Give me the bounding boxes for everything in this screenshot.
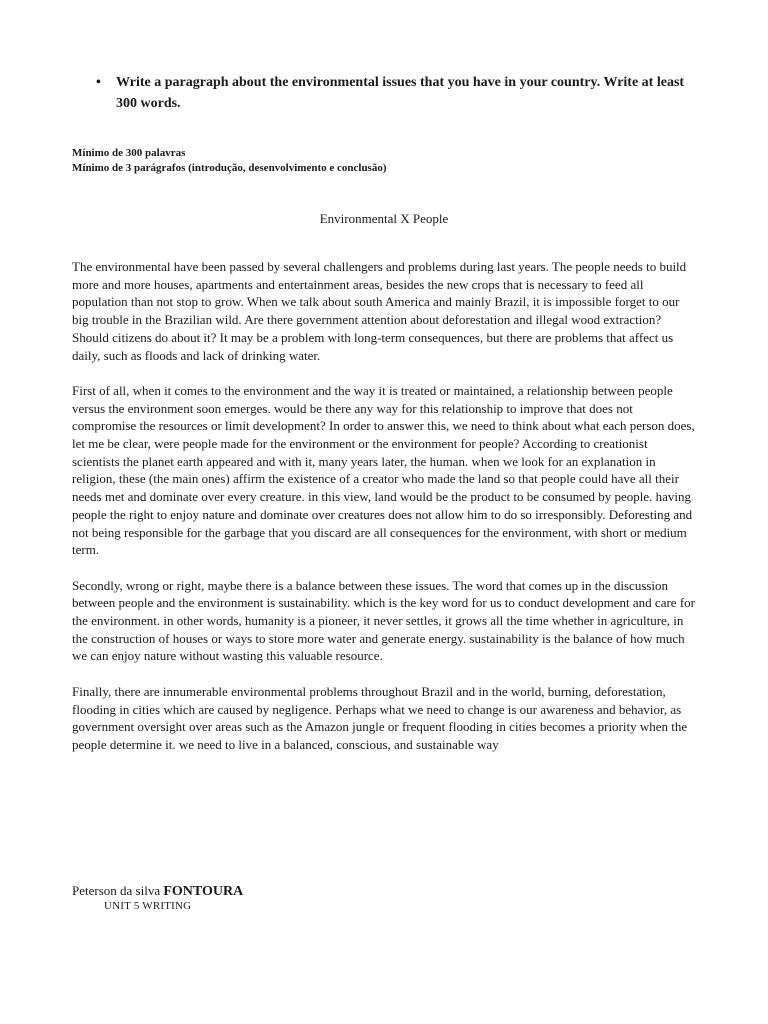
bullet-icon: • xyxy=(96,75,101,90)
essay-paragraph-conclusion: Finally, there are innumerable environmental problems throughout Brazil and in the world, burning, deforestation, flooding in cities which are caused by negligence. Perhaps what we need to change is our awareness and behavior, as government oversight over areas such as the Amazon jungle or frequent flooding in cities becomes a priority when the people determine it. we need to live in a balanced, conscious, and sustainable way xyxy=(72,683,688,752)
author-signature xyxy=(72,882,243,900)
essay-paragraph-intro: The environmental have been passed by several challengers and problems during last years. The people needs to build more and more houses, apartments and entertainment areas, besides the new crops that is necessary to feed all population than not stop to grow. When we talk about south America and mainly Brazil, it is impossible forget to our big trouble in the Brazilian wild. Are there government attention about deforestation and illegal wood extraction? Should citizens do about it? It may be a problem with long-term consequences, but there are problems that affect us daily, such as floods and lack of drinking water. xyxy=(72,259,687,363)
essay-paragraph-first: First of all, when it comes to the environment and the way it is treated or maintained, a relationship between people versus the environment soon emerges. would be there any way for this relationship to improve that does not compromise the resources or limit development? In order to answer this, we need to think about what each person does, let me be clear, were people made for the environment or the environment for people? According to creationist scientists the planet earth appeared and with it, many years later, the human. when we look for an explanation in religion, these (the main ones) affirm the existence of a creator who made the land so that people could have all their needs met and dominate over every creature. in this view, land would be the product to be consumed by people. having people the right to enjoy nature and dominate over creatures does not allow him to do so irresponsibly. Deforesting and not being responsible for the garbage that you discard are all consequences for the environment, with short or medium term. xyxy=(72,382,695,558)
essay-body xyxy=(72,258,698,771)
author-given-names: Peterson da silva xyxy=(72,883,161,898)
task-instruction xyxy=(96,72,706,114)
requirements-list xyxy=(72,146,387,176)
requirement-paragraph-count: Mínimo de 3 parágrafos (introdução, desenvolvimento e conclusão) xyxy=(72,162,387,174)
essay-paragraph-second: Secondly, wrong or right, maybe there is a balance between these issues. The word that comes up in the discussion between people and the environment is sustainability. which is the key word for us to conduct development and care for the environment. in other words, humanity is a pioneer, it never settles, it grows all the time whether in agriculture, in the construction of houses or ways to store more water and generate energy. sustainability is the balance of how much we can enjoy nature without wasting this valuable resource. xyxy=(72,577,695,664)
task-text: Write a paragraph about the environmental issues that you have in your country. Write at least 300 words. xyxy=(116,75,685,111)
unit-label: UNIT 5 WRITING xyxy=(104,900,192,912)
requirement-word-count: Mínimo de 300 palavras xyxy=(72,147,186,159)
essay-title: Environmental X People xyxy=(319,211,449,226)
author-surname: FONTOURA xyxy=(163,884,244,899)
